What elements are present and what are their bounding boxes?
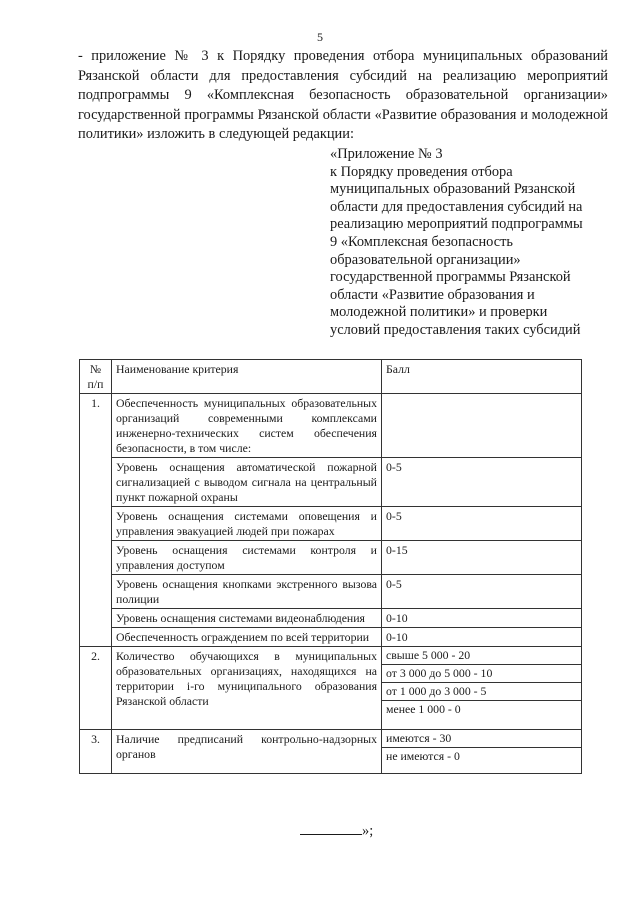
score-cell: 0-10 [382, 609, 582, 628]
score-cell [382, 647, 582, 730]
appendix-line: области «Развитие образования и [330, 286, 535, 303]
criterion-cell: Уровень оснащения системами оповещения и управления эвакуацией людей при пожарах [112, 507, 382, 541]
appendix-line: образовательной организации» [330, 251, 521, 268]
closing-mark [300, 822, 373, 840]
header-score: Балл [382, 360, 582, 394]
score-cell: 0-5 [382, 575, 582, 609]
criterion-cell: Уровень оснащения системами видеонаблюдения [112, 609, 382, 628]
criterion-cell: Обеспеченность муниципальных образовательных организаций современными комплексами инженерно-технических систем обеспечения безопасности, в том числе: [112, 394, 382, 458]
score-cell: 0-15 [382, 541, 582, 575]
appendix-line: 9 «Комплексная безопасность [330, 233, 513, 250]
appendix-line: к Порядку проведения отбора [330, 163, 513, 180]
table-row [80, 575, 582, 609]
row-number: 1. [80, 394, 112, 647]
table-row [80, 541, 582, 575]
criterion-cell: Уровень оснащения кнопками экстренного вызова полиции [112, 575, 382, 609]
appendix-line: области для предоставления субсидий на [330, 198, 583, 215]
table-row [80, 507, 582, 541]
appendix-line: условий предоставления таких субсидий [330, 321, 581, 338]
closing-quote: »; [362, 823, 374, 839]
criterion-cell: Наличие предписаний контрольно-надзорных органов [112, 730, 382, 774]
table-row [80, 628, 582, 647]
table-header-row [80, 360, 582, 394]
score-cell [382, 394, 582, 458]
table-row [80, 609, 582, 628]
criterion-cell: Уровень оснащения системами контроля и управления доступом [112, 541, 382, 575]
appendix-heading [330, 146, 610, 340]
table-row [80, 730, 582, 774]
score-option: от 3 000 до 5 000 - 10 [382, 665, 581, 683]
header-num: № п/п [80, 360, 112, 394]
score-option: не имеются - 0 [386, 749, 460, 763]
score-option: менее 1 000 - 0 [386, 702, 461, 716]
row-number: 2. [80, 647, 112, 730]
table-row [80, 458, 582, 507]
score-cell: 0-5 [382, 458, 582, 507]
score-option: от 1 000 до 3 000 - 5 [382, 683, 581, 701]
criterion-cell: Уровень оснащения автоматической пожарной сигнализацией с выводом сигнала на центральный пункт пожарной охраны [112, 458, 382, 507]
row-number: 3. [80, 730, 112, 774]
criteria-table [79, 359, 582, 774]
appendix-line: муниципальных образований Рязанской [330, 181, 576, 198]
intro-paragraph: - приложение № 3 к Порядку проведения отбора муниципальных образований Рязанской области для предоставления субсидий на реализацию мероприятий подпрограммы 9 «Комплексная безопасность образовательной организации» государственной программы Рязанской области «Развитие образования и молодежной политики» изложить в следующей редакции: [78, 48, 608, 142]
appendix-line: государственной программы Рязанской [330, 269, 571, 286]
score-cell: 0-10 [382, 628, 582, 647]
header-criterion: Наименование критерия [112, 360, 382, 394]
appendix-line: молодежной политики» и проверки [330, 304, 548, 321]
score-option: имеются - 30 [382, 730, 581, 748]
appendix-line: реализацию мероприятий подпрограммы [330, 216, 583, 233]
blank-line [300, 822, 362, 835]
score-option: свыше 5 000 - 20 [382, 647, 581, 665]
score-cell: 0-5 [382, 507, 582, 541]
appendix-line: «Приложение № 3 [330, 146, 443, 162]
table-row [80, 394, 582, 458]
score-cell [382, 730, 582, 774]
table-row [80, 647, 582, 730]
criterion-cell: Количество обучающихся в муниципальных образовательных организациях, находящихся на территории i-го муниципального образования Рязанской области [112, 647, 382, 730]
criterion-cell: Обеспеченность ограждением по всей территории [112, 628, 382, 647]
page-number: 5 [317, 30, 323, 44]
